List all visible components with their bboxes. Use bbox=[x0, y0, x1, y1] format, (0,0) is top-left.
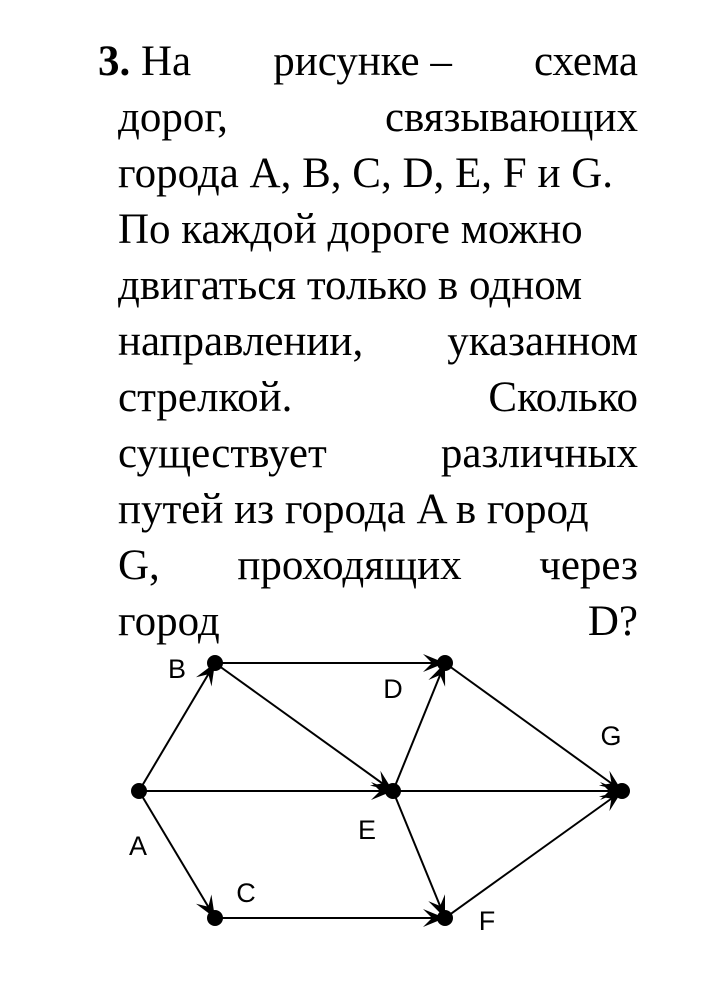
word: путей из города A в город bbox=[118, 486, 589, 533]
node-label-c: C bbox=[236, 878, 256, 908]
word: D? bbox=[587, 598, 638, 645]
node-label-a: A bbox=[128, 831, 148, 861]
problem-number: 3. bbox=[98, 38, 131, 85]
problem-line-9 bbox=[118, 482, 638, 538]
word: дорог, bbox=[118, 94, 228, 141]
edge-d-g bbox=[445, 663, 622, 791]
problem-line-6 bbox=[118, 314, 638, 370]
node-label-b: B bbox=[167, 654, 187, 684]
edge-a-c bbox=[139, 791, 215, 918]
word: двигаться только в одном bbox=[118, 262, 583, 309]
edge-b-d bbox=[215, 654, 445, 672]
problem-line-3 bbox=[118, 146, 638, 202]
edge-c-f bbox=[215, 909, 445, 927]
edge-e-f bbox=[393, 791, 445, 918]
node-label-f: F bbox=[478, 906, 496, 936]
word: По каждой дороге можно bbox=[118, 206, 583, 253]
node-g bbox=[614, 783, 630, 799]
word: различных bbox=[440, 430, 638, 477]
word: стрелкой. bbox=[118, 374, 293, 421]
word: G, bbox=[118, 542, 160, 589]
word: через bbox=[539, 542, 638, 589]
problem-line-5 bbox=[118, 258, 638, 314]
road-graph-svg bbox=[0, 640, 720, 992]
word: города A, B, C, D, E, F и G. bbox=[118, 150, 614, 197]
problem-line-10 bbox=[118, 538, 638, 594]
road-graph bbox=[0, 640, 720, 992]
node-c bbox=[207, 910, 223, 926]
problem-line-2 bbox=[118, 90, 638, 146]
problem-line-7 bbox=[118, 370, 638, 426]
word: На bbox=[141, 38, 192, 85]
problem-line-1-start bbox=[98, 34, 191, 90]
node-label-e: E bbox=[357, 815, 377, 845]
node-d bbox=[437, 655, 453, 671]
word: существует bbox=[118, 430, 327, 477]
edge-f-g bbox=[445, 791, 622, 918]
word: схема bbox=[533, 38, 638, 85]
word: Сколько bbox=[488, 374, 638, 421]
problem-line-1 bbox=[98, 34, 638, 90]
edge-a-e bbox=[139, 782, 393, 800]
problem-line-4 bbox=[118, 202, 638, 258]
edge-e-g bbox=[393, 782, 622, 800]
word: город bbox=[118, 598, 220, 645]
node-e bbox=[385, 783, 401, 799]
word: указанном bbox=[447, 318, 638, 365]
node-b bbox=[207, 655, 223, 671]
word: направлении, bbox=[118, 318, 364, 365]
problem-line-8 bbox=[118, 426, 638, 482]
edge-b-e bbox=[215, 663, 393, 791]
node-label-d: D bbox=[383, 674, 403, 704]
node-f bbox=[437, 910, 453, 926]
node-label-g: G bbox=[600, 721, 622, 751]
word: рисунке – bbox=[273, 38, 452, 85]
word: связывающих bbox=[384, 94, 638, 141]
node-a bbox=[131, 783, 147, 799]
word: проходящих bbox=[237, 542, 462, 589]
